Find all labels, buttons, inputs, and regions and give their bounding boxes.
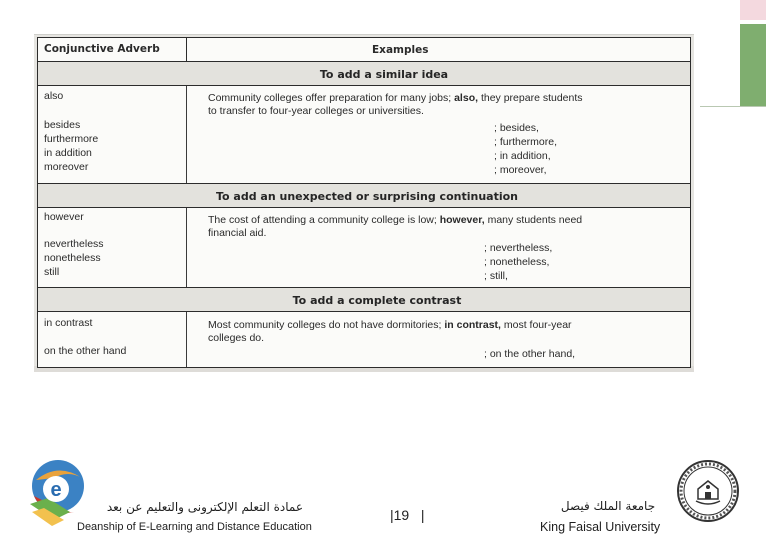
column-header-adverb: Conjunctive Adverb (44, 43, 160, 55)
adverb-primary: in contrast (44, 317, 93, 329)
university-arabic-name: جامعة الملك فيصل (560, 499, 656, 513)
adverb-primary: however (44, 211, 84, 223)
adverb-item: besides (44, 119, 81, 131)
section-body-row (38, 86, 690, 184)
section-title-row (38, 184, 690, 208)
example-sentence: The cost of attending a community college is low; however, many students need (208, 214, 583, 226)
decorative-pink-block (740, 0, 766, 20)
adverb-item: nonetheless (44, 252, 101, 264)
example-sentence: Community colleges offer preparation for many jobs; also, they prepare students (208, 92, 583, 104)
alternative-punctuation: ; besides, (494, 122, 539, 134)
section-body-row (38, 208, 690, 288)
deanship-arabic-name: عمادة التعلم الإلكترونى والتعليم عن بعد (106, 500, 303, 514)
column-divider (186, 86, 187, 183)
adverb-item: furthermore (44, 133, 99, 145)
example-sentence-line2: colleges do. (208, 332, 265, 344)
alternative-punctuation: ; furthermore, (494, 136, 558, 148)
adverb-item: nevertheless (44, 238, 104, 250)
e-learning-logo-icon (24, 456, 88, 528)
adverb-item: still (44, 266, 60, 278)
example-sentence-line2: financial aid. (208, 227, 267, 239)
svg-text:e: e (50, 479, 62, 501)
adverb-item: in addition (44, 147, 92, 159)
example-sentence-line2: to transfer to four-year colleges or universities. (208, 105, 424, 117)
section-title: To add a similar idea (319, 68, 449, 81)
conjunctive-adverb-table (37, 37, 691, 368)
column-divider (186, 208, 187, 287)
decorative-divider (700, 106, 766, 107)
alternative-punctuation: ; in addition, (494, 150, 551, 162)
alternative-punctuation: ; nevertheless, (484, 242, 553, 254)
adverb-item: on the other hand (44, 345, 127, 357)
university-english-name: King Faisal University (540, 520, 661, 534)
column-divider (186, 312, 187, 367)
section-title-row (38, 288, 690, 312)
decorative-green-block (740, 24, 766, 106)
alternative-punctuation: ; on the other hand, (484, 348, 576, 360)
section-body-row (38, 312, 690, 367)
section-title-row (38, 62, 690, 86)
deanship-english-name: Deanship of E-Learning and Distance Education (77, 521, 312, 533)
adverb-primary: also (44, 90, 64, 102)
alternative-punctuation: ; still, (484, 270, 508, 282)
university-seal-icon (676, 459, 740, 523)
section-title: To add a complete contrast (292, 294, 462, 307)
adverb-item: moreover (44, 161, 89, 173)
table-header-row (38, 38, 690, 62)
section-title: To add an unexpected or surprising continuation (216, 190, 518, 203)
page-number: |19 | (390, 507, 425, 523)
example-sentence: Most community colleges do not have dormitories; in contrast, most four-year (208, 319, 572, 331)
alternative-punctuation: ; nonetheless, (484, 256, 550, 268)
alternative-punctuation: ; moreover, (494, 164, 547, 176)
column-header-examples: Examples (372, 44, 429, 56)
